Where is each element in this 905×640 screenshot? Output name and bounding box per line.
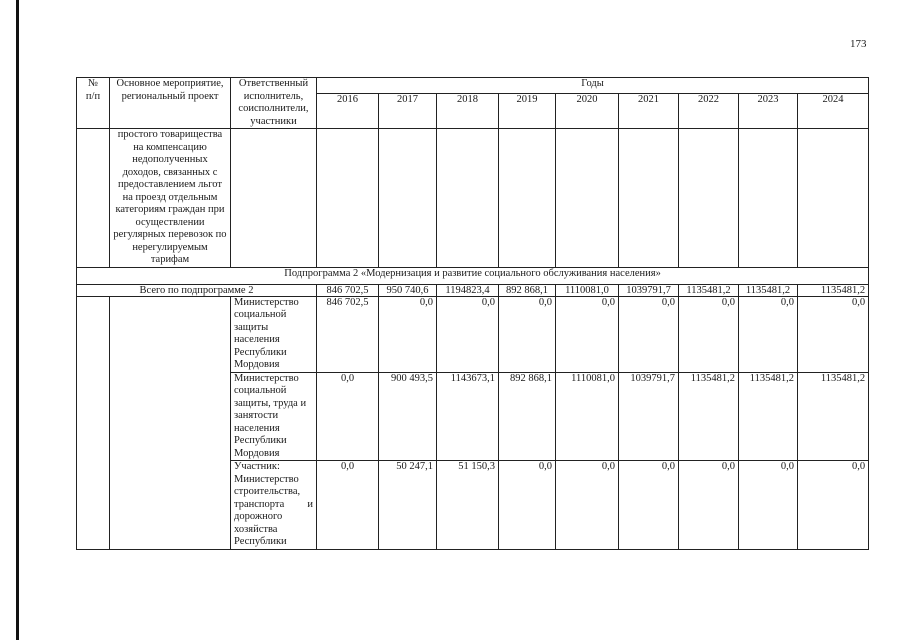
header-year: 2019: [499, 94, 556, 129]
header-year: 2021: [619, 94, 679, 129]
row-value: 0,0: [739, 461, 798, 550]
scan-edge-bar: [16, 0, 19, 640]
header-col-num: № п/п: [77, 78, 110, 129]
participant-name: Участник: Министерство строительства, транспорта и дорожного хозяйства Республики: [231, 461, 317, 550]
cell-empty: [379, 129, 437, 268]
row-value: 0,0: [317, 461, 379, 550]
row-value: 0,0: [798, 461, 869, 550]
header-col-responsible: Ответственный исполнитель, соисполнители, участники: [231, 78, 317, 129]
total-value: 1135481,2: [798, 284, 869, 296]
row-value: 0,0: [739, 296, 798, 372]
row-value: 0,0: [619, 461, 679, 550]
cell-empty: [317, 129, 379, 268]
total-row: [77, 284, 869, 296]
header-row-1: [77, 78, 869, 94]
row-value: 0,0: [379, 296, 437, 372]
total-value: 1039791,7: [619, 284, 679, 296]
row-value: 0,0: [556, 296, 619, 372]
continuation-row: [77, 129, 869, 268]
row-value: 0,0: [499, 296, 556, 372]
total-value: 1194823,4: [437, 284, 499, 296]
header-year: 2024: [798, 94, 869, 129]
total-value: 950 740,6: [379, 284, 437, 296]
total-value: 892 868,1: [499, 284, 556, 296]
program-funding-table: [76, 77, 869, 550]
row-value: 0,0: [317, 372, 379, 461]
row-value: 1135481,2: [679, 372, 739, 461]
header-year: 2023: [739, 94, 798, 129]
header-years: Годы: [317, 78, 869, 94]
row-value: 0,0: [798, 296, 869, 372]
row-value: 0,0: [679, 296, 739, 372]
cell-empty: [499, 129, 556, 268]
total-value: 1110081,0: [556, 284, 619, 296]
total-value: 1135481,2: [679, 284, 739, 296]
row-value: 1110081,0: [556, 372, 619, 461]
total-label: Всего по подпрограмме 2: [77, 284, 317, 296]
header-year: 2020: [556, 94, 619, 129]
row-value: 0,0: [556, 461, 619, 550]
total-value: 846 702,5: [317, 284, 379, 296]
row-value: 1039791,7: [619, 372, 679, 461]
section-title: Подпрограмма 2 «Модернизация и развитие социального обслуживания населения»: [77, 267, 869, 284]
participant-name: Министерство социальной защиты населения Республики Мордовия: [231, 296, 317, 372]
participant-row: [77, 296, 869, 372]
page-number: 173: [850, 38, 867, 50]
row-value: 0,0: [437, 296, 499, 372]
cell-num: [77, 296, 110, 549]
header-year: 2016: [317, 94, 379, 129]
row-value: 51 150,3: [437, 461, 499, 550]
cell-empty: [231, 129, 317, 268]
row-value: 1135481,2: [798, 372, 869, 461]
row-value: 0,0: [679, 461, 739, 550]
cell-empty: [739, 129, 798, 268]
row-value: 50 247,1: [379, 461, 437, 550]
cell-empty: [437, 129, 499, 268]
row-value: 0,0: [499, 461, 556, 550]
cell-num: [77, 129, 110, 268]
continuation-event-text: простого товарищества на компенсацию недополученных доходов, связанных с предоставлением льгот на проезд отдельным категориям граждан при осуществлении регулярных перевозок по нерегулируемым тарифам: [110, 129, 231, 268]
section-row: [77, 267, 869, 284]
header-year: 2022: [679, 94, 739, 129]
cell-event: [110, 296, 231, 549]
row-value: 1135481,2: [739, 372, 798, 461]
header-col-event: Основное мероприятие, региональный проект: [110, 78, 231, 129]
row-value: 900 493,5: [379, 372, 437, 461]
header-year: 2018: [437, 94, 499, 129]
header-year: 2017: [379, 94, 437, 129]
row-value: 892 868,1: [499, 372, 556, 461]
cell-empty: [798, 129, 869, 268]
row-value: 1143673,1: [437, 372, 499, 461]
cell-empty: [556, 129, 619, 268]
participant-name: Министерство социальной защиты, труда и занятости населения Республики Мордовия: [231, 372, 317, 461]
cell-empty: [679, 129, 739, 268]
cell-empty: [619, 129, 679, 268]
total-value: 1135481,2: [739, 284, 798, 296]
row-value: 0,0: [619, 296, 679, 372]
row-value: 846 702,5: [317, 296, 379, 372]
